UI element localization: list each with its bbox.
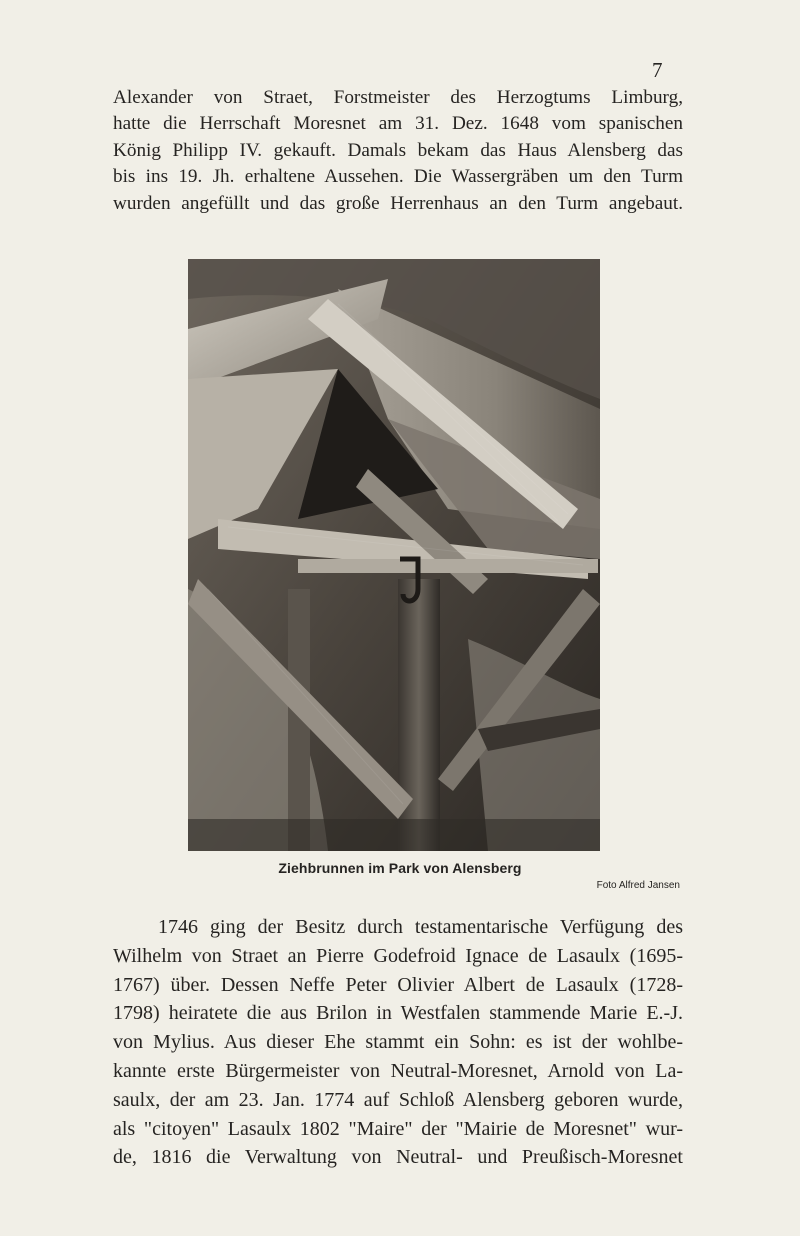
text-line: wurden angefüllt und das große Herrenhaus an den Turm angebaut. [113, 192, 683, 214]
text-line: bis ins 19. Jh. erhaltene Aussehen. Die Wassergräben um den Turm [113, 166, 683, 188]
figure-caption: Ziehbrunnen im Park von Alensberg [278, 860, 522, 876]
photo-credit: Foto Alfred Jansen [596, 880, 680, 891]
page-number: 7 [652, 58, 663, 82]
text-line: kannte erste Bürgermeister von Neutral-Moresnet, Arnold von La- [113, 1059, 683, 1082]
text-line: als "citoyen" Lasaulx 1802 "Maire" der "Mairie de Moresnet" wur- [113, 1117, 683, 1140]
text-line: de, 1816 die Verwaltung von Neutral- und Preußisch-Moresnet [113, 1146, 683, 1169]
text-line: 1798) heiratete die aus Brilon in Westfalen stammende Marie E.-J. [113, 1002, 683, 1025]
text-line: saulx, der am 23. Jan. 1774 auf Schloß Alensberg geboren wurde, [113, 1088, 683, 1111]
paragraph-history [113, 913, 683, 1172]
photo-image [188, 259, 600, 851]
text-line: von Mylius. Aus dieser Ehe stammt ein Sohn: es ist der wohlbe- [113, 1031, 683, 1054]
photo-well-structure [188, 259, 600, 851]
text-line: König Philipp IV. gekauft. Damals bekam das Haus Alensberg das [113, 139, 683, 161]
text-line: Wilhelm von Straet an Pierre Godefroid Ignace de Lasaulx (1695- [113, 944, 683, 967]
text-line: Alexander von Straet, Forstmeister des Herzogtums Limburg, [113, 87, 683, 108]
text-line: hatte die Herrschaft Moresnet am 31. Dez. 1648 vom spanischen [113, 113, 683, 135]
text-line: 1746 ging der Besitz durch testamentarische Verfügung des [158, 916, 683, 938]
text-line: 1767) über. Dessen Neffe Peter Olivier Albert de Lasaulx (1728- [113, 973, 683, 996]
paragraph-intro [113, 85, 683, 217]
